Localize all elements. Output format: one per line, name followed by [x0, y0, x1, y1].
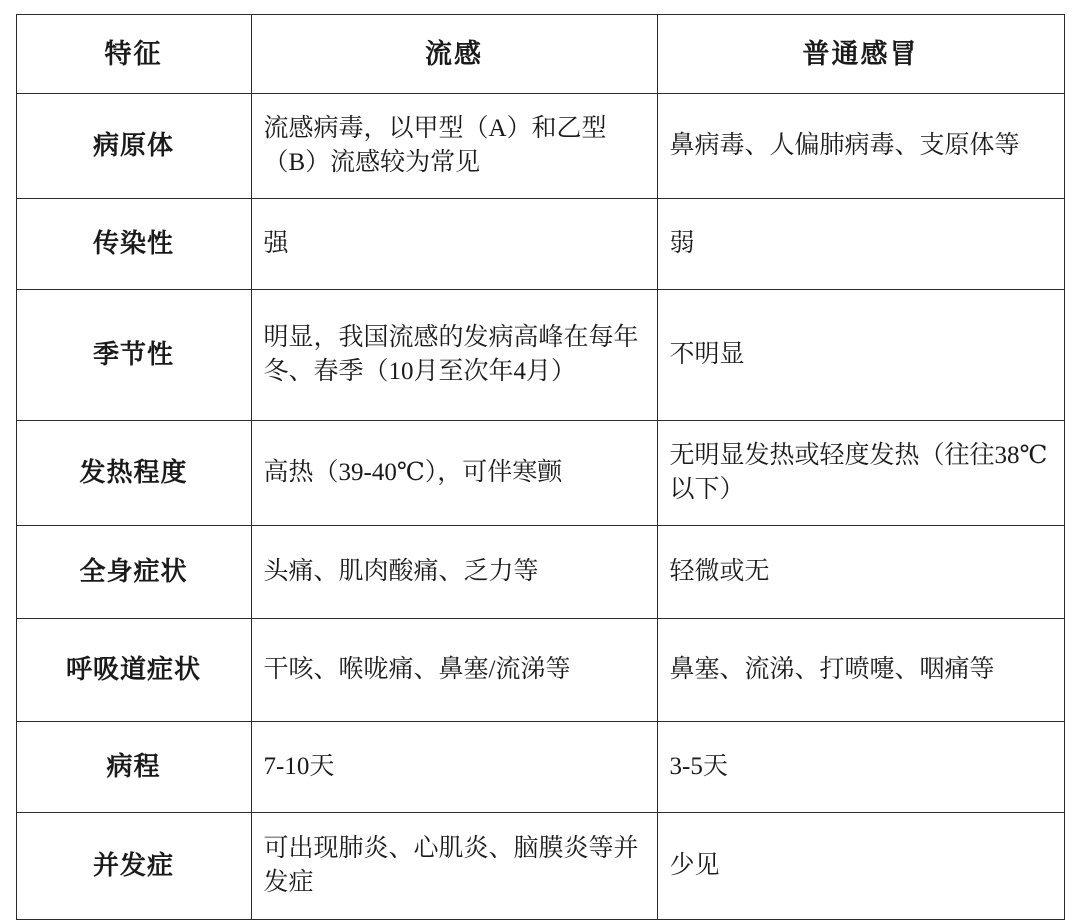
- cell-influenza-fever-degree: 高热（39-40℃），可伴寒颤: [251, 421, 657, 526]
- column-header-common-cold: 普通感冒: [657, 15, 1064, 94]
- row-label-fever-degree: 发热程度: [16, 421, 251, 526]
- table-row: [16, 94, 1064, 199]
- cell-cold-fever-degree: 无明显发热或轻度发热（往往38℃以下）: [657, 421, 1064, 526]
- cell-influenza-contagiousness: 强: [251, 199, 657, 290]
- cell-influenza-respiratory-symptoms: 干咳、喉咙痛、鼻塞/流涕等: [251, 619, 657, 722]
- table-body: [16, 94, 1064, 920]
- cell-influenza-seasonality: 明显，我国流感的发病高峰在每年冬、春季（10月至次年4月）: [251, 290, 657, 421]
- row-label-respiratory-symptoms: 呼吸道症状: [16, 619, 251, 722]
- table-row: [16, 199, 1064, 290]
- column-header-influenza: 流感: [251, 15, 657, 94]
- cell-cold-respiratory-symptoms: 鼻塞、流涕、打喷嚏、咽痛等: [657, 619, 1064, 722]
- cell-influenza-systemic-symptoms: 头痛、肌肉酸痛、乏力等: [251, 526, 657, 619]
- table-row: [16, 722, 1064, 813]
- cell-cold-complications: 少见: [657, 813, 1064, 920]
- cell-cold-systemic-symptoms: 轻微或无: [657, 526, 1064, 619]
- table-row: [16, 290, 1064, 421]
- cell-cold-pathogen: 鼻病毒、人偏肺病毒、支原体等: [657, 94, 1064, 199]
- cell-cold-disease-course: 3-5天: [657, 722, 1064, 813]
- row-label-contagiousness: 传染性: [16, 199, 251, 290]
- comparison-table: [16, 14, 1065, 920]
- table-row: [16, 813, 1064, 920]
- table-row: [16, 619, 1064, 722]
- cell-cold-seasonality: 不明显: [657, 290, 1064, 421]
- column-header-feature: 特征: [16, 15, 251, 94]
- row-label-disease-course: 病程: [16, 722, 251, 813]
- table-header: [16, 15, 1064, 94]
- table-header-row: [16, 15, 1064, 94]
- row-label-pathogen: 病原体: [16, 94, 251, 199]
- cell-influenza-complications: 可出现肺炎、心肌炎、脑膜炎等并发症: [251, 813, 657, 920]
- table-row: [16, 526, 1064, 619]
- cell-influenza-pathogen: 流感病毒，以甲型（A）和乙型（B）流感较为常见: [251, 94, 657, 199]
- row-label-seasonality: 季节性: [16, 290, 251, 421]
- row-label-complications: 并发症: [16, 813, 251, 920]
- cell-influenza-disease-course: 7-10天: [251, 722, 657, 813]
- cell-cold-contagiousness: 弱: [657, 199, 1064, 290]
- row-label-systemic-symptoms: 全身症状: [16, 526, 251, 619]
- table-row: [16, 421, 1064, 526]
